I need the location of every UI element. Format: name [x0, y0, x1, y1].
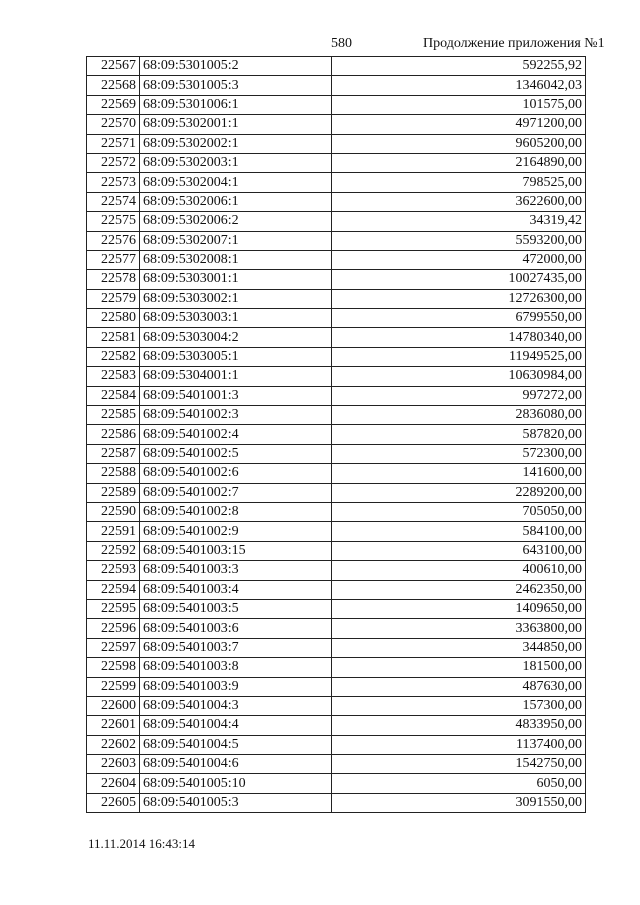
table-row	[87, 464, 586, 483]
row-number-cell: 22598	[87, 658, 140, 677]
value-cell: 472000,00	[332, 250, 586, 269]
table-row	[87, 696, 586, 715]
cadastral-number-cell: 68:09:5401002:9	[140, 522, 332, 541]
cadastral-number-cell: 68:09:5303003:1	[140, 309, 332, 328]
row-number-cell: 22596	[87, 619, 140, 638]
row-number-cell: 22601	[87, 716, 140, 735]
cadastral-number-cell: 68:09:5401003:3	[140, 561, 332, 580]
table-row	[87, 774, 586, 793]
row-number-cell: 22584	[87, 386, 140, 405]
row-number-cell: 22568	[87, 76, 140, 95]
value-cell: 3622600,00	[332, 192, 586, 211]
value-cell: 2462350,00	[332, 580, 586, 599]
value-cell: 2289200,00	[332, 483, 586, 502]
row-number-cell: 22590	[87, 502, 140, 521]
table-row	[87, 793, 586, 812]
table-row	[87, 502, 586, 521]
cadastral-number-cell: 68:09:5302006:1	[140, 192, 332, 211]
row-number-cell: 22575	[87, 212, 140, 231]
value-cell: 3091550,00	[332, 793, 586, 812]
row-number-cell: 22582	[87, 347, 140, 366]
registry-table-body	[87, 57, 586, 813]
row-number-cell: 22597	[87, 638, 140, 657]
value-cell: 3363800,00	[332, 619, 586, 638]
value-cell: 11949525,00	[332, 347, 586, 366]
table-row	[87, 522, 586, 541]
table-row	[87, 599, 586, 618]
row-number-cell: 22573	[87, 173, 140, 192]
value-cell: 592255,92	[332, 57, 586, 76]
table-row	[87, 444, 586, 463]
value-cell: 584100,00	[332, 522, 586, 541]
value-cell: 705050,00	[332, 502, 586, 521]
value-cell: 572300,00	[332, 444, 586, 463]
cadastral-number-cell: 68:09:5302003:1	[140, 153, 332, 172]
cadastral-number-cell: 68:09:5301005:3	[140, 76, 332, 95]
table-row	[87, 541, 586, 560]
cadastral-number-cell: 68:09:5401004:3	[140, 696, 332, 715]
row-number-cell: 22572	[87, 153, 140, 172]
row-number-cell: 22599	[87, 677, 140, 696]
table-row	[87, 212, 586, 231]
row-number-cell: 22604	[87, 774, 140, 793]
row-number-cell: 22581	[87, 328, 140, 347]
row-number-cell: 22585	[87, 406, 140, 425]
cadastral-number-cell: 68:09:5401001:3	[140, 386, 332, 405]
value-cell: 2836080,00	[332, 406, 586, 425]
row-number-cell: 22567	[87, 57, 140, 76]
table-row	[87, 619, 586, 638]
row-number-cell: 22587	[87, 444, 140, 463]
value-cell: 10630984,00	[332, 367, 586, 386]
row-number-cell: 22579	[87, 289, 140, 308]
row-number-cell: 22595	[87, 599, 140, 618]
cadastral-number-cell: 68:09:5401005:10	[140, 774, 332, 793]
table-row	[87, 270, 586, 289]
cadastral-number-cell: 68:09:5302006:2	[140, 212, 332, 231]
value-cell: 9605200,00	[332, 134, 586, 153]
row-number-cell: 22570	[87, 115, 140, 134]
table-row	[87, 289, 586, 308]
table-row	[87, 638, 586, 657]
value-cell: 34319,42	[332, 212, 586, 231]
cadastral-number-cell: 68:09:5303004:2	[140, 328, 332, 347]
cadastral-number-cell: 68:09:5401002:3	[140, 406, 332, 425]
row-number-cell: 22574	[87, 192, 140, 211]
cadastral-number-cell: 68:09:5301005:2	[140, 57, 332, 76]
value-cell: 587820,00	[332, 425, 586, 444]
table-row	[87, 406, 586, 425]
cadastral-number-cell: 68:09:5401002:5	[140, 444, 332, 463]
row-number-cell: 22594	[87, 580, 140, 599]
table-row	[87, 231, 586, 250]
row-number-cell: 22576	[87, 231, 140, 250]
value-cell: 181500,00	[332, 658, 586, 677]
table-row	[87, 153, 586, 172]
cadastral-number-cell: 68:09:5302008:1	[140, 250, 332, 269]
continuation-heading: Продолжение приложения №1	[423, 36, 605, 51]
row-number-cell: 22588	[87, 464, 140, 483]
row-number-cell: 22605	[87, 793, 140, 812]
row-number-cell: 22602	[87, 735, 140, 754]
row-number-cell: 22593	[87, 561, 140, 580]
table-row	[87, 716, 586, 735]
value-cell: 1409650,00	[332, 599, 586, 618]
cadastral-number-cell: 68:09:5304001:1	[140, 367, 332, 386]
row-number-cell: 22571	[87, 134, 140, 153]
table-row	[87, 755, 586, 774]
value-cell: 344850,00	[332, 638, 586, 657]
table-row	[87, 328, 586, 347]
table-row	[87, 483, 586, 502]
row-number-cell: 22580	[87, 309, 140, 328]
cadastral-number-cell: 68:09:5401003:8	[140, 658, 332, 677]
row-number-cell: 22586	[87, 425, 140, 444]
table-row	[87, 57, 586, 76]
registry-table	[86, 56, 586, 813]
value-cell: 798525,00	[332, 173, 586, 192]
cadastral-number-cell: 68:09:5401004:4	[140, 716, 332, 735]
cadastral-number-cell: 68:09:5302004:1	[140, 173, 332, 192]
cadastral-number-cell: 68:09:5401003:5	[140, 599, 332, 618]
value-cell: 5593200,00	[332, 231, 586, 250]
value-cell: 997272,00	[332, 386, 586, 405]
value-cell: 141600,00	[332, 464, 586, 483]
page-number: 580	[331, 36, 352, 51]
row-number-cell: 22589	[87, 483, 140, 502]
cadastral-number-cell: 68:09:5401003:9	[140, 677, 332, 696]
table-row	[87, 95, 586, 114]
cadastral-number-cell: 68:09:5303001:1	[140, 270, 332, 289]
table-row	[87, 309, 586, 328]
cadastral-number-cell: 68:09:5401004:5	[140, 735, 332, 754]
value-cell: 10027435,00	[332, 270, 586, 289]
cadastral-number-cell: 68:09:5401004:6	[140, 755, 332, 774]
value-cell: 6799550,00	[332, 309, 586, 328]
table-row	[87, 192, 586, 211]
value-cell: 4971200,00	[332, 115, 586, 134]
table-row	[87, 347, 586, 366]
cadastral-number-cell: 68:09:5301006:1	[140, 95, 332, 114]
row-number-cell: 22569	[87, 95, 140, 114]
cadastral-number-cell: 68:09:5401003:15	[140, 541, 332, 560]
value-cell: 1346042,03	[332, 76, 586, 95]
value-cell: 400610,00	[332, 561, 586, 580]
cadastral-number-cell: 68:09:5302007:1	[140, 231, 332, 250]
cadastral-number-cell: 68:09:5401002:4	[140, 425, 332, 444]
cadastral-number-cell: 68:09:5401003:4	[140, 580, 332, 599]
cadastral-number-cell: 68:09:5401003:6	[140, 619, 332, 638]
footer-timestamp: 11.11.2014 16:43:14	[88, 836, 196, 851]
table-row	[87, 250, 586, 269]
row-number-cell: 22591	[87, 522, 140, 541]
cadastral-number-cell: 68:09:5401002:7	[140, 483, 332, 502]
table-row	[87, 386, 586, 405]
cadastral-number-cell: 68:09:5401002:8	[140, 502, 332, 521]
value-cell: 101575,00	[332, 95, 586, 114]
table-row	[87, 580, 586, 599]
cadastral-number-cell: 68:09:5303002:1	[140, 289, 332, 308]
table-row	[87, 561, 586, 580]
table-row	[87, 173, 586, 192]
row-number-cell: 22603	[87, 755, 140, 774]
value-cell: 4833950,00	[332, 716, 586, 735]
value-cell: 643100,00	[332, 541, 586, 560]
table-row	[87, 76, 586, 95]
cadastral-number-cell: 68:09:5401005:3	[140, 793, 332, 812]
value-cell: 6050,00	[332, 774, 586, 793]
row-number-cell: 22592	[87, 541, 140, 560]
cadastral-number-cell: 68:09:5302002:1	[140, 134, 332, 153]
table-row	[87, 134, 586, 153]
table-row	[87, 425, 586, 444]
value-cell: 157300,00	[332, 696, 586, 715]
table-row	[87, 735, 586, 754]
row-number-cell: 22583	[87, 367, 140, 386]
table-row	[87, 367, 586, 386]
table-row	[87, 658, 586, 677]
cadastral-number-cell: 68:09:5401003:7	[140, 638, 332, 657]
row-number-cell: 22600	[87, 696, 140, 715]
table-row	[87, 677, 586, 696]
row-number-cell: 22577	[87, 250, 140, 269]
value-cell: 12726300,00	[332, 289, 586, 308]
value-cell: 2164890,00	[332, 153, 586, 172]
value-cell: 14780340,00	[332, 328, 586, 347]
cadastral-number-cell: 68:09:5303005:1	[140, 347, 332, 366]
value-cell: 1542750,00	[332, 755, 586, 774]
cadastral-number-cell: 68:09:5302001:1	[140, 115, 332, 134]
table-row	[87, 115, 586, 134]
cadastral-number-cell: 68:09:5401002:6	[140, 464, 332, 483]
value-cell: 487630,00	[332, 677, 586, 696]
row-number-cell: 22578	[87, 270, 140, 289]
value-cell: 1137400,00	[332, 735, 586, 754]
